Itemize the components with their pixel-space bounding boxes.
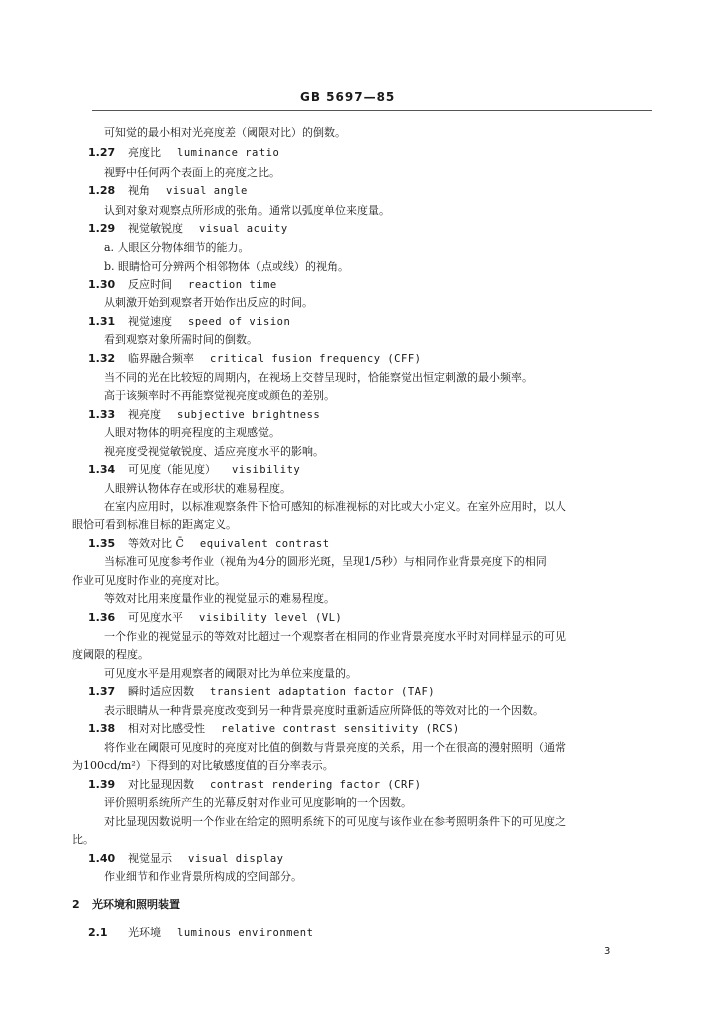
paragraph-line: 评价照明系统所产生的光幕反射对作业可见度影响的一个因数。 xyxy=(104,796,412,809)
term-chinese: 可见度水平 xyxy=(128,611,183,624)
term-chinese: 光环境 xyxy=(128,926,161,939)
term-entry xyxy=(88,463,300,477)
clause-number: 1.33 xyxy=(88,408,116,421)
term-chinese: 对比显现因数 xyxy=(128,778,194,791)
section-heading xyxy=(72,898,180,912)
paragraph-line: 一个作业的视觉显示的等效对比超过一个观察者在相同的作业背景亮度水平时对同样显示的可见 xyxy=(104,630,566,643)
section-number: 2 xyxy=(72,898,80,911)
term-entry xyxy=(88,611,342,625)
clause-number: 1.34 xyxy=(88,463,116,476)
term-english: relative contrast sensitivity (RCS) xyxy=(221,723,460,735)
paragraph-continuation: 作业可见度时作业的亮度对比。 xyxy=(72,574,226,587)
paragraph-line: 作业细节和作业背景所构成的空间部分。 xyxy=(104,870,302,883)
term-english: subjective brightness xyxy=(177,409,321,421)
term-chinese: 反应时间 xyxy=(128,278,172,291)
clause-number: 1.40 xyxy=(88,852,116,865)
term-chinese: 瞬时适应因数 xyxy=(128,685,194,698)
paragraph-line: 将作业在阈限可见度时的亮度对比值的倒数与背景亮度的关系，用一个在很高的漫射照明（通常 xyxy=(104,741,566,754)
clause-number: 1.28 xyxy=(88,184,116,197)
paragraph-line: 在室内应用时，以标准观察条件下恰可感知的标准视标的对比或大小定义。在室外应用时，以人 xyxy=(104,500,566,513)
paragraph-line: 等效对比用来度量作业的视觉显示的难易程度。 xyxy=(104,592,335,605)
standard-code-header: GB 5697—85 xyxy=(300,90,396,104)
paragraph-line: 人眼对物体的明亮程度的主观感觉。 xyxy=(104,426,280,439)
paragraph-line: 对比显现因数说明一个作业在给定的照明系统下的可见度与该作业在参考照明条件下的可见度之 xyxy=(104,815,566,828)
clause-number: 1.27 xyxy=(88,146,116,159)
term-entry xyxy=(88,685,435,699)
term-english: contrast rendering factor (CRF) xyxy=(210,779,422,791)
paragraph-line: 看到观察对象所需时间的倒数。 xyxy=(104,333,258,346)
term-chinese: 视觉显示 xyxy=(128,852,172,865)
term-chinese: 视觉敏锐度 xyxy=(128,222,183,235)
term-entry xyxy=(88,278,277,292)
paragraph-line: b. 眼睛恰可分辨两个相邻物体（点或线）的视角。 xyxy=(104,260,350,273)
term-entry xyxy=(88,408,320,422)
term-chinese: 视角 xyxy=(128,184,150,197)
section-title: 光环境和照明装置 xyxy=(92,898,180,911)
term-english: luminous environment xyxy=(177,927,314,939)
clause-number: 1.38 xyxy=(88,722,116,735)
clause-number: 1.36 xyxy=(88,611,116,624)
term-entry xyxy=(88,537,330,551)
paragraph-line: 从刺激开始到观察者开始作出反应的时间。 xyxy=(104,296,313,309)
term-chinese: 等效对比 C̄ xyxy=(128,537,184,550)
term-chinese: 视亮度 xyxy=(128,408,161,421)
paragraph-continuation: 比。 xyxy=(72,833,94,846)
header-rule xyxy=(92,110,652,111)
term-chinese: 亮度比 xyxy=(128,146,161,159)
term-chinese: 视觉速度 xyxy=(128,315,172,328)
clause-number: 1.29 xyxy=(88,222,116,235)
term-english: visibility level (VL) xyxy=(199,612,343,624)
term-chinese: 可见度（能见度） xyxy=(128,463,216,476)
paragraph-line: 当不同的光在比较短的周期内，在视场上交替呈现时，恰能察觉出恒定刺激的最小频率。 xyxy=(104,371,533,384)
paragraph-line: 表示眼睛从一种背景亮度改变到另一种背景亮度时重新适应所降低的等效对比的一个因数。 xyxy=(104,704,544,717)
term-entry xyxy=(88,222,288,236)
paragraph-continuation: 为100cd/m²）下得到的对比敏感度值的百分率表示。 xyxy=(72,759,334,772)
term-entry xyxy=(88,352,421,366)
term-chinese: 临界融合频率 xyxy=(128,352,194,365)
paragraph-line: 当标准可见度参考作业（视角为4分的圆形光斑，呈现1/5秒）与相同作业背景亮度下的相同 xyxy=(104,555,547,568)
term-english: luminance ratio xyxy=(177,147,280,159)
clause-number: 1.31 xyxy=(88,315,116,328)
term-english: visibility xyxy=(232,464,301,476)
term-entry xyxy=(88,778,421,792)
paragraph-continuation: 眼恰可看到标准目标的距离定义。 xyxy=(72,518,237,531)
term-entry xyxy=(88,722,460,736)
term-entry xyxy=(88,852,284,866)
paragraph-continuation: 度阈限的程度。 xyxy=(72,648,149,661)
paragraph-line: 视亮度受视觉敏锐度、适应亮度水平的影响。 xyxy=(104,445,324,458)
paragraph-line: 可见度水平是用观察者的阈限对比为单位来度量的。 xyxy=(104,667,357,680)
clause-number: 1.32 xyxy=(88,352,116,365)
paragraph-line: 视野中任何两个表面上的亮度之比。 xyxy=(104,166,280,179)
clause-number: 2.1 xyxy=(88,926,108,939)
term-english: visual acuity xyxy=(199,223,288,235)
clause-number: 1.37 xyxy=(88,685,116,698)
term-english: speed of vision xyxy=(188,316,291,328)
term-chinese: 相对对比感受性 xyxy=(128,722,205,735)
paragraph-line: a. 人眼区分物体细节的能力。 xyxy=(104,241,250,254)
term-entry xyxy=(88,315,290,329)
paragraph-line: 认到对象对观察点所形成的张角。通常以弧度单位来度量。 xyxy=(104,204,390,217)
term-english: visual display xyxy=(188,853,284,865)
paragraph-line: 可知觉的最小相对光亮度差（阈限对比）的倒数。 xyxy=(104,126,346,139)
term-english: equivalent contrast xyxy=(199,538,330,550)
term-english: transient adaptation factor (TAF) xyxy=(210,686,436,698)
clause-number: 1.39 xyxy=(88,778,116,791)
paragraph-line: 人眼辨认物体存在或形状的难易程度。 xyxy=(104,482,291,495)
page-number: 3 xyxy=(604,946,611,957)
paragraph-line: 高于该频率时不再能察觉视亮度或颜色的差别。 xyxy=(104,389,335,402)
term-entry xyxy=(88,926,313,940)
term-english: critical fusion frequency (CFF) xyxy=(210,353,422,365)
clause-number: 1.35 xyxy=(88,537,116,550)
term-english: visual angle xyxy=(166,185,248,197)
term-english: reaction time xyxy=(188,279,277,291)
clause-number: 1.30 xyxy=(88,278,116,291)
term-entry xyxy=(88,146,279,160)
term-entry xyxy=(88,184,248,198)
